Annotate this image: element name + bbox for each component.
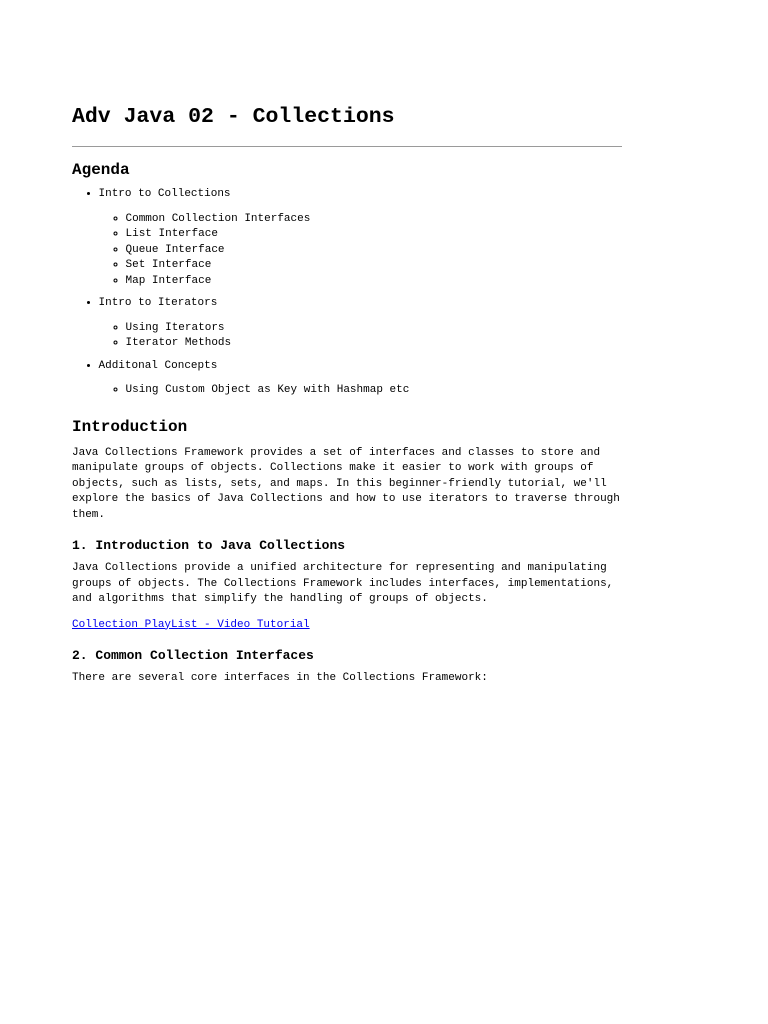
section-1-paragraph: Java Collections provide a unified architecture for representing and manipulating groups of objects. The Collections Framework includes interfaces, implementations, and algorithms that simplify the handling of groups of objects. <box>72 562 614 605</box>
document-body <box>72 102 622 687</box>
agenda-subitem: ◦ Using Iterators <box>126 321 623 337</box>
section-2-paragraph: There are several core interfaces in the Collections Framework: <box>72 672 488 684</box>
agenda-sublist <box>99 321 623 352</box>
agenda-heading: Agenda <box>72 161 130 179</box>
section-2-heading: 2. Common Collection Interfaces <box>72 648 314 663</box>
page-title: Adv Java 02 - Collections <box>72 105 395 129</box>
title-divider <box>72 146 622 147</box>
agenda-subitem: ◦ List Interface <box>126 227 623 243</box>
agenda-subitem: ◦ Iterator Methods <box>126 336 623 352</box>
introduction-paragraph: Java Collections Framework provides a set of interfaces and classes to store and manipulate groups of objects. Collections make it easier to work with groups of objects, such as lists, sets, and maps. In this beginner-friendly tutorial, we'll explore the basics of Java Collections and how to use iterators to traverse through them. <box>72 446 620 521</box>
agenda-item-label: Additonal Concepts <box>98 359 218 372</box>
agenda-subitem: ◦ Set Interface <box>126 258 623 274</box>
agenda-subitem: ◦ Common Collection Interfaces <box>126 212 623 228</box>
agenda-subitem: ◦ Queue Interface <box>126 243 623 259</box>
agenda-sublist <box>99 212 623 290</box>
agenda-subitem: ◦ Using Custom Object as Key with Hashmap etc <box>126 383 623 399</box>
agenda-list <box>72 187 622 399</box>
agenda-item <box>99 296 623 352</box>
introduction-heading: Introduction <box>72 417 188 436</box>
agenda-item <box>99 359 623 399</box>
agenda-item-label: Intro to Collections <box>98 188 231 200</box>
video-link-paragraph <box>72 618 622 634</box>
section-1-heading: 1. Introduction to Java Collections <box>72 538 346 553</box>
agenda-subitem: ◦ Map Interface <box>126 274 623 290</box>
agenda-sublist <box>99 383 623 399</box>
video-tutorial-link[interactable]: Collection PlayList - Video Tutorial <box>72 618 310 631</box>
agenda-item-label: Intro to Iterators <box>98 297 218 309</box>
agenda-item <box>99 187 623 289</box>
